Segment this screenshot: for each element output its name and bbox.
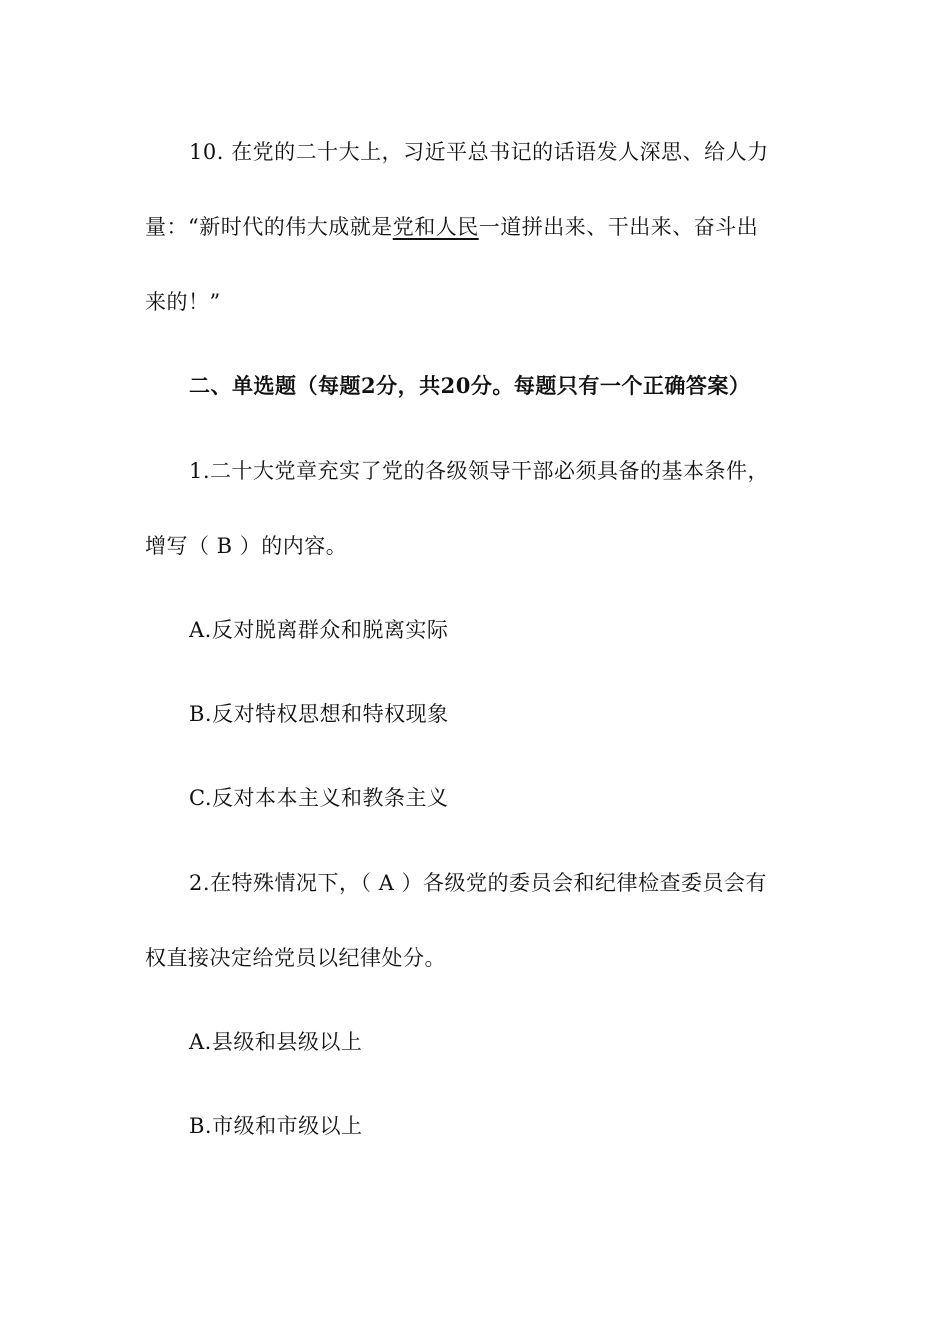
- q2-line-2: 权直接决定给党员以纪律处分。: [145, 946, 446, 970]
- q1-option-a: A.反对脱离群众和脱离实际: [189, 618, 449, 642]
- q10-line-2: [0, 211, 950, 243]
- q1-option-c: C.反对本本主义和教条主义: [189, 786, 449, 810]
- q2-line-1: 2.在特殊情况下，（ A ）各级党的委员会和纪律检查委员会有: [189, 871, 768, 895]
- q2-option-a: A.县级和县级以上: [189, 1030, 363, 1054]
- section-heading: 二、单选题（每题2分，共20分。每题只有一个正确答案）: [189, 373, 751, 398]
- q1-option-b: B.反对特权思想和特权现象: [189, 702, 449, 726]
- q10-line-2-before: 量：“新时代的伟大成就是: [145, 215, 393, 239]
- q2-option-b: B.市级和市级以上: [189, 1114, 363, 1138]
- q1-line-2: 增写（ B ）的内容。: [145, 534, 348, 558]
- q10-underlined-answer: 党和人民: [392, 215, 479, 239]
- q10-line-1: 10. 在党的二十大上，习近平总书记的话语发人深思、给人力: [189, 140, 769, 164]
- q10-line-3: 来的！”: [145, 290, 221, 314]
- q10-line-2-after: 一道拼出来、干出来、奋斗出: [478, 215, 759, 239]
- q1-line-1: 1.二十大党章充实了党的各级领导干部必须具备的基本条件，: [189, 459, 770, 483]
